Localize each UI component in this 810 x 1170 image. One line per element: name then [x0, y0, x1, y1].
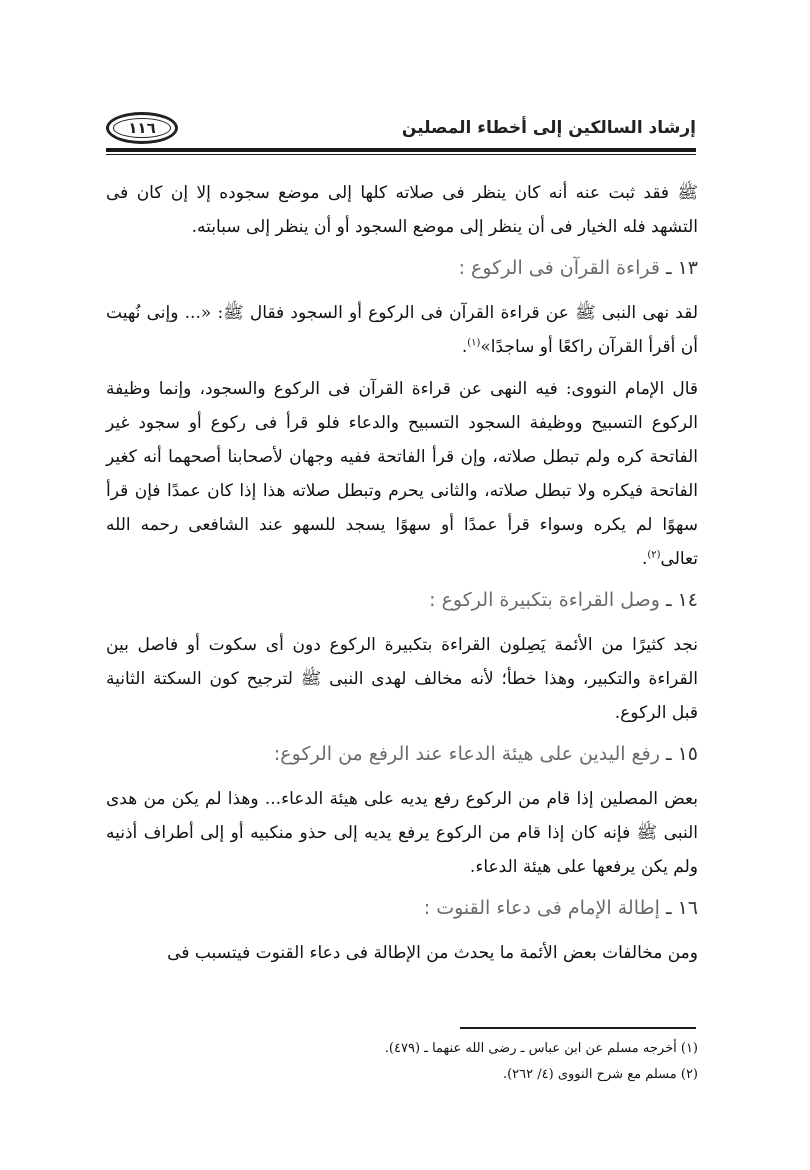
footnote-1: (١) أخرجه مسلم عن ابن عباس ـ رضى الله عنهما ـ (٤٧٩). — [384, 1041, 698, 1056]
footnotes — [198, 1036, 698, 1088]
footnote-ref-1[interactable]: (١) — [467, 337, 481, 349]
paragraph-3 — [106, 372, 698, 576]
page-header — [106, 112, 696, 152]
footnote-2: (٢) مسلم مع شرح النووى (٤/ ٢٦٢). — [502, 1067, 698, 1082]
paragraph-6: ومن مخالفات بعض الأئمة ما يحدث من الإطالة فى دعاء القنوت فيتسبب فى — [167, 943, 698, 963]
running-title: إرشاد السالكين إلى أخطاء المصلين — [401, 118, 696, 138]
footnote-ref-2[interactable]: (٢) — [647, 549, 661, 561]
paragraph-text: قال الإمام النووى: فيه النهى عن قراءة القرآن فى الركوع والسجود، وإنما وظيفة الركوع التسبيح ووظيفة السجود التسبيح والدعاء فلو قرأ فى ركوع أو سجود غير الفاتحة كره ولم تبطل صلاته، وإن قرأ الفاتحة ففيه وجهان لأصحابنا أصحهما أنه كغير الفاتحة فيكره ولا تبطل صلاته، والثانى يحرم وتبطل صلاته هذا إذا كان عمدًا فإن قرأ سهوًا لم يكره وسواء قرأ عمدًا أو سهوًا يسجد للسهو عند الشافعى رحمه الله تعالى — [106, 379, 698, 569]
paragraph-2 — [106, 296, 698, 364]
section-title: رفع اليدين على هيئة الدعاء عند الرفع من الركوع: — [273, 743, 660, 765]
page-number-badge — [106, 112, 178, 144]
section-heading-14 — [106, 584, 698, 616]
paragraph-5: بعض المصلين إذا قام من الركوع رفع يديه على هيئة الدعاء... وهذا لم يكن من هدى النبى ﷺ فإنه كان إذا قام من الركوع يرفع يديه إلى حذو منكبيه أو إلى أطراف أذنيه ولم يكن يرفعها على هيئة الدعاء. — [106, 789, 698, 877]
paragraph-1: ﷺ فقد ثبت عنه أنه كان ينظر فى صلاته كلها إلى موضع سجوده إلا إن كان فى التشهد فله الخيار فى أن ينظر إلى موضع السجود أو أن ينظر إلى سبابته. — [106, 183, 698, 237]
section-title: قراءة القرآن فى الركوع : — [458, 257, 660, 279]
paragraph-4: نجد كثيرًا من الأئمة يَصِلون القراءة بتكبيرة الركوع دون أى سكوت أو فاصل بين القراءة والتكبير، وهذا خطأ؛ لأنه مخالف لهدى النبى ﷺ لترجيح كون السكتة الثانية قبل الركوع. — [106, 635, 698, 723]
section-heading-13 — [106, 252, 698, 284]
paragraph-text: لقد نهى النبى ﷺ عن قراءة القرآن فى الركوع أو السجود فقال ﷺ: «... وإنى نُهيت أن أقرأ القرآن راكعًا أو ساجدًا» — [106, 303, 698, 357]
header-rule — [106, 148, 696, 152]
section-heading-15 — [106, 738, 698, 770]
page-number: ١١٦ — [128, 119, 156, 137]
header-rule-thin — [106, 154, 696, 155]
section-title: وصل القراءة بتكبيرة الركوع : — [429, 589, 660, 611]
paragraph-end: . — [641, 549, 648, 569]
paragraph-end: . — [461, 337, 468, 357]
section-title: إطالة الإمام فى دعاء القنوت : — [423, 897, 660, 919]
section-number: ١٥ ـ — [665, 743, 698, 765]
footnote-separator — [460, 1027, 696, 1029]
section-number: ١٣ ـ — [665, 257, 698, 279]
page-body — [106, 176, 698, 978]
section-heading-16 — [106, 892, 698, 924]
section-number: ١٦ ـ — [665, 897, 698, 919]
section-number: ١٤ ـ — [665, 589, 698, 611]
